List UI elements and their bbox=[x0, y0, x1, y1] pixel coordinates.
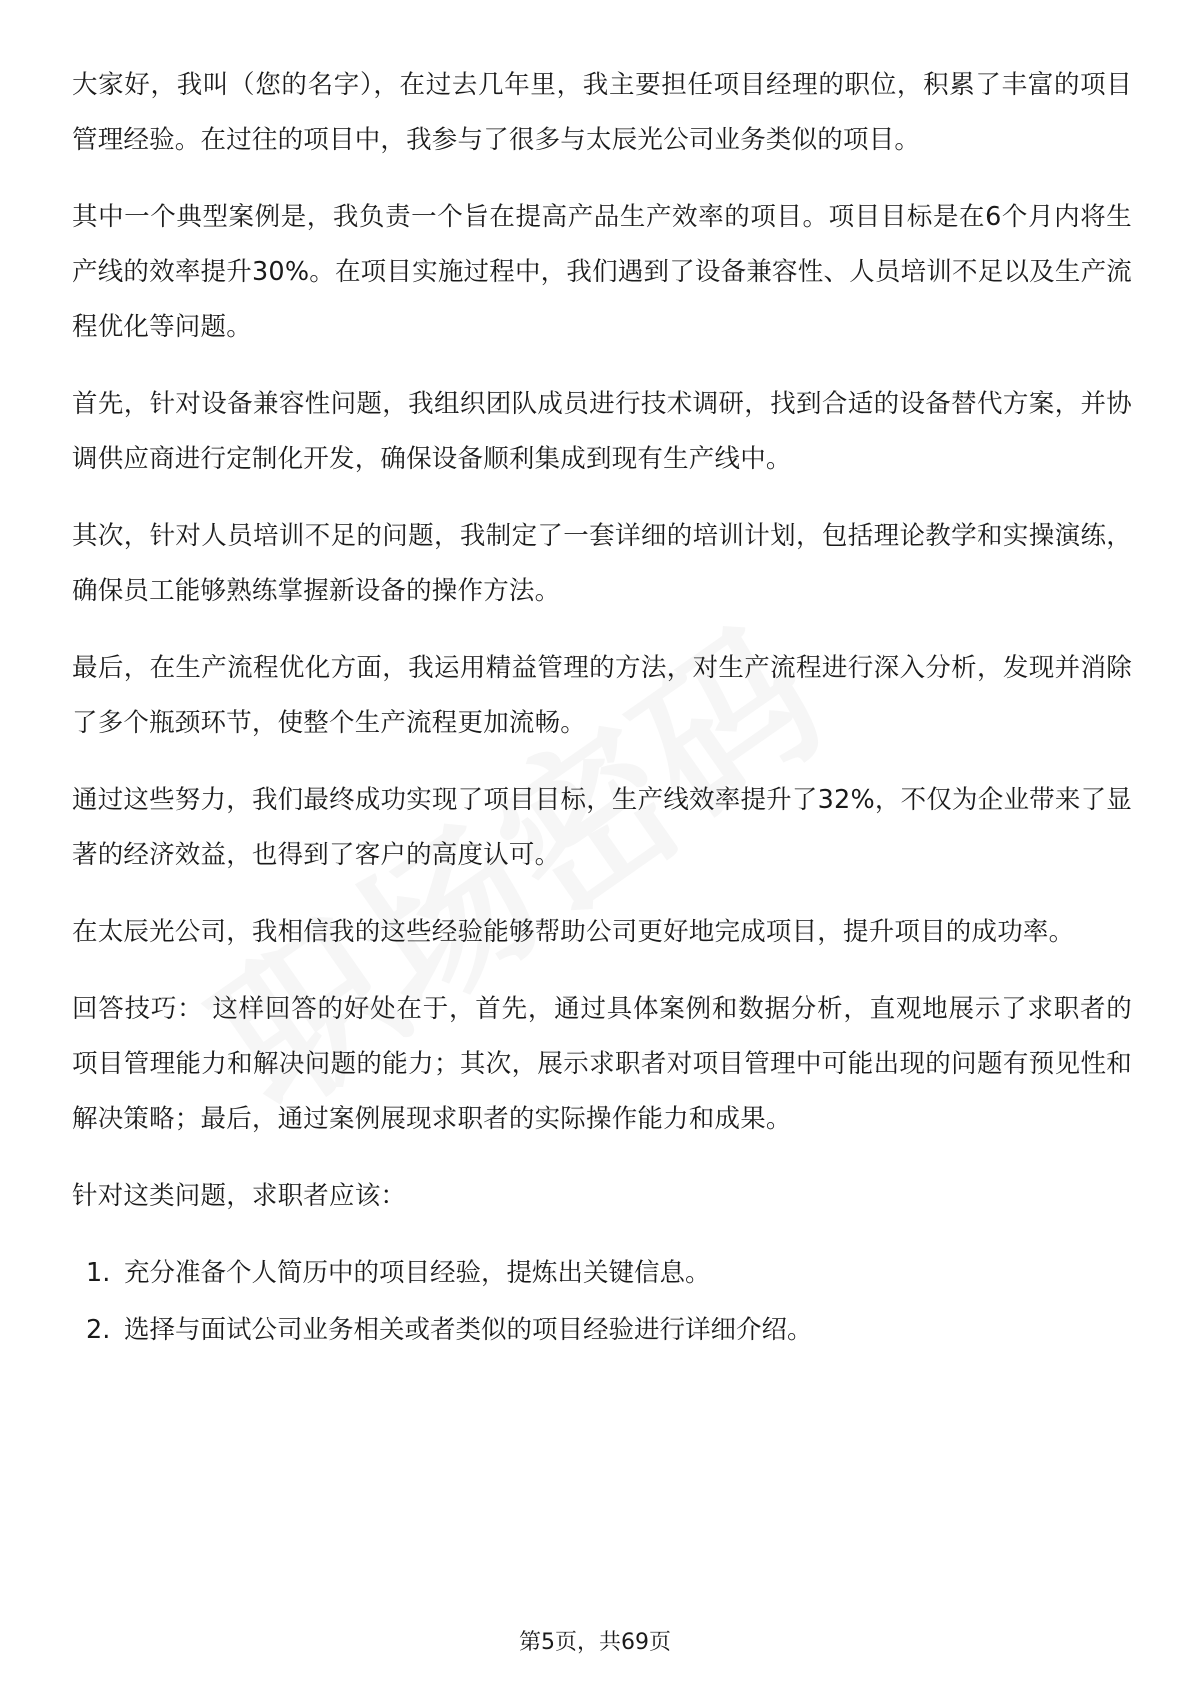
paragraph-advice-intro: 针对这类问题，求职者应该： bbox=[72, 1181, 407, 1211]
page-footer: 第5页，共69页 bbox=[519, 1630, 671, 1655]
document-body bbox=[72, 58, 1132, 1360]
paragraph-last: 最后，在生产流程优化方面，我运用精益管理的方法，对生产流程进行深入分析，发现并消除了多个瓶颈环节，使整个生产流程更加流畅。 bbox=[72, 653, 1132, 738]
advice-list bbox=[72, 1246, 1132, 1358]
list-number: 2. bbox=[86, 1315, 111, 1345]
paragraph-first: 首先，针对设备兼容性问题，我组织团队成员进行技术调研，找到合适的设备替代方案，并协调供应商进行定制化开发，确保设备顺利集成到现有生产线中。 bbox=[72, 389, 1132, 474]
paragraph-second: 其次，针对人员培训不足的问题，我制定了一套详细的培训计划，包括理论教学和实操演练，确保员工能够熟练掌握新设备的操作方法。 bbox=[72, 521, 1132, 606]
list-text: 选择与面试公司业务相关或者类似的项目经验进行详细介绍。 bbox=[124, 1315, 813, 1345]
list-item bbox=[72, 1303, 1132, 1358]
list-item bbox=[72, 1246, 1132, 1301]
paragraph-intro: 大家好，我叫（您的名字），在过去几年里，我主要担任项目经理的职位，积累了丰富的项目管理经验。在过往的项目中，我参与了很多与太辰光公司业务类似的项目。 bbox=[72, 70, 1132, 155]
list-text: 充分准备个人简历中的项目经验，提炼出关键信息。 bbox=[124, 1258, 711, 1288]
paragraph-closing: 在太辰光公司，我相信我的这些经验能够帮助公司更好地完成项目，提升项目的成功率。 bbox=[72, 917, 1075, 947]
list-number: 1. bbox=[86, 1258, 111, 1288]
paragraph-result: 通过这些努力，我们最终成功实现了项目目标，生产线效率提升了32%，不仅为企业带来了显著的经济效益，也得到了客户的高度认可。 bbox=[72, 785, 1132, 870]
paragraph-tips: 回答技巧： 这样回答的好处在于，首先，通过具体案例和数据分析，直观地展示了求职者的项目管理能力和解决问题的能力；其次，展示求职者对项目管理中可能出现的问题有预见性和解决策略；最后，通过案例展现求职者的实际操作能力和成果。 bbox=[72, 994, 1132, 1134]
paragraph-case: 其中一个典型案例是，我负责一个旨在提高产品生产效率的项目。项目目标是在6个月内将生产线的效率提升30%。在项目实施过程中，我们遇到了设备兼容性、人员培训不足以及生产流程优化等问题。 bbox=[72, 202, 1132, 342]
